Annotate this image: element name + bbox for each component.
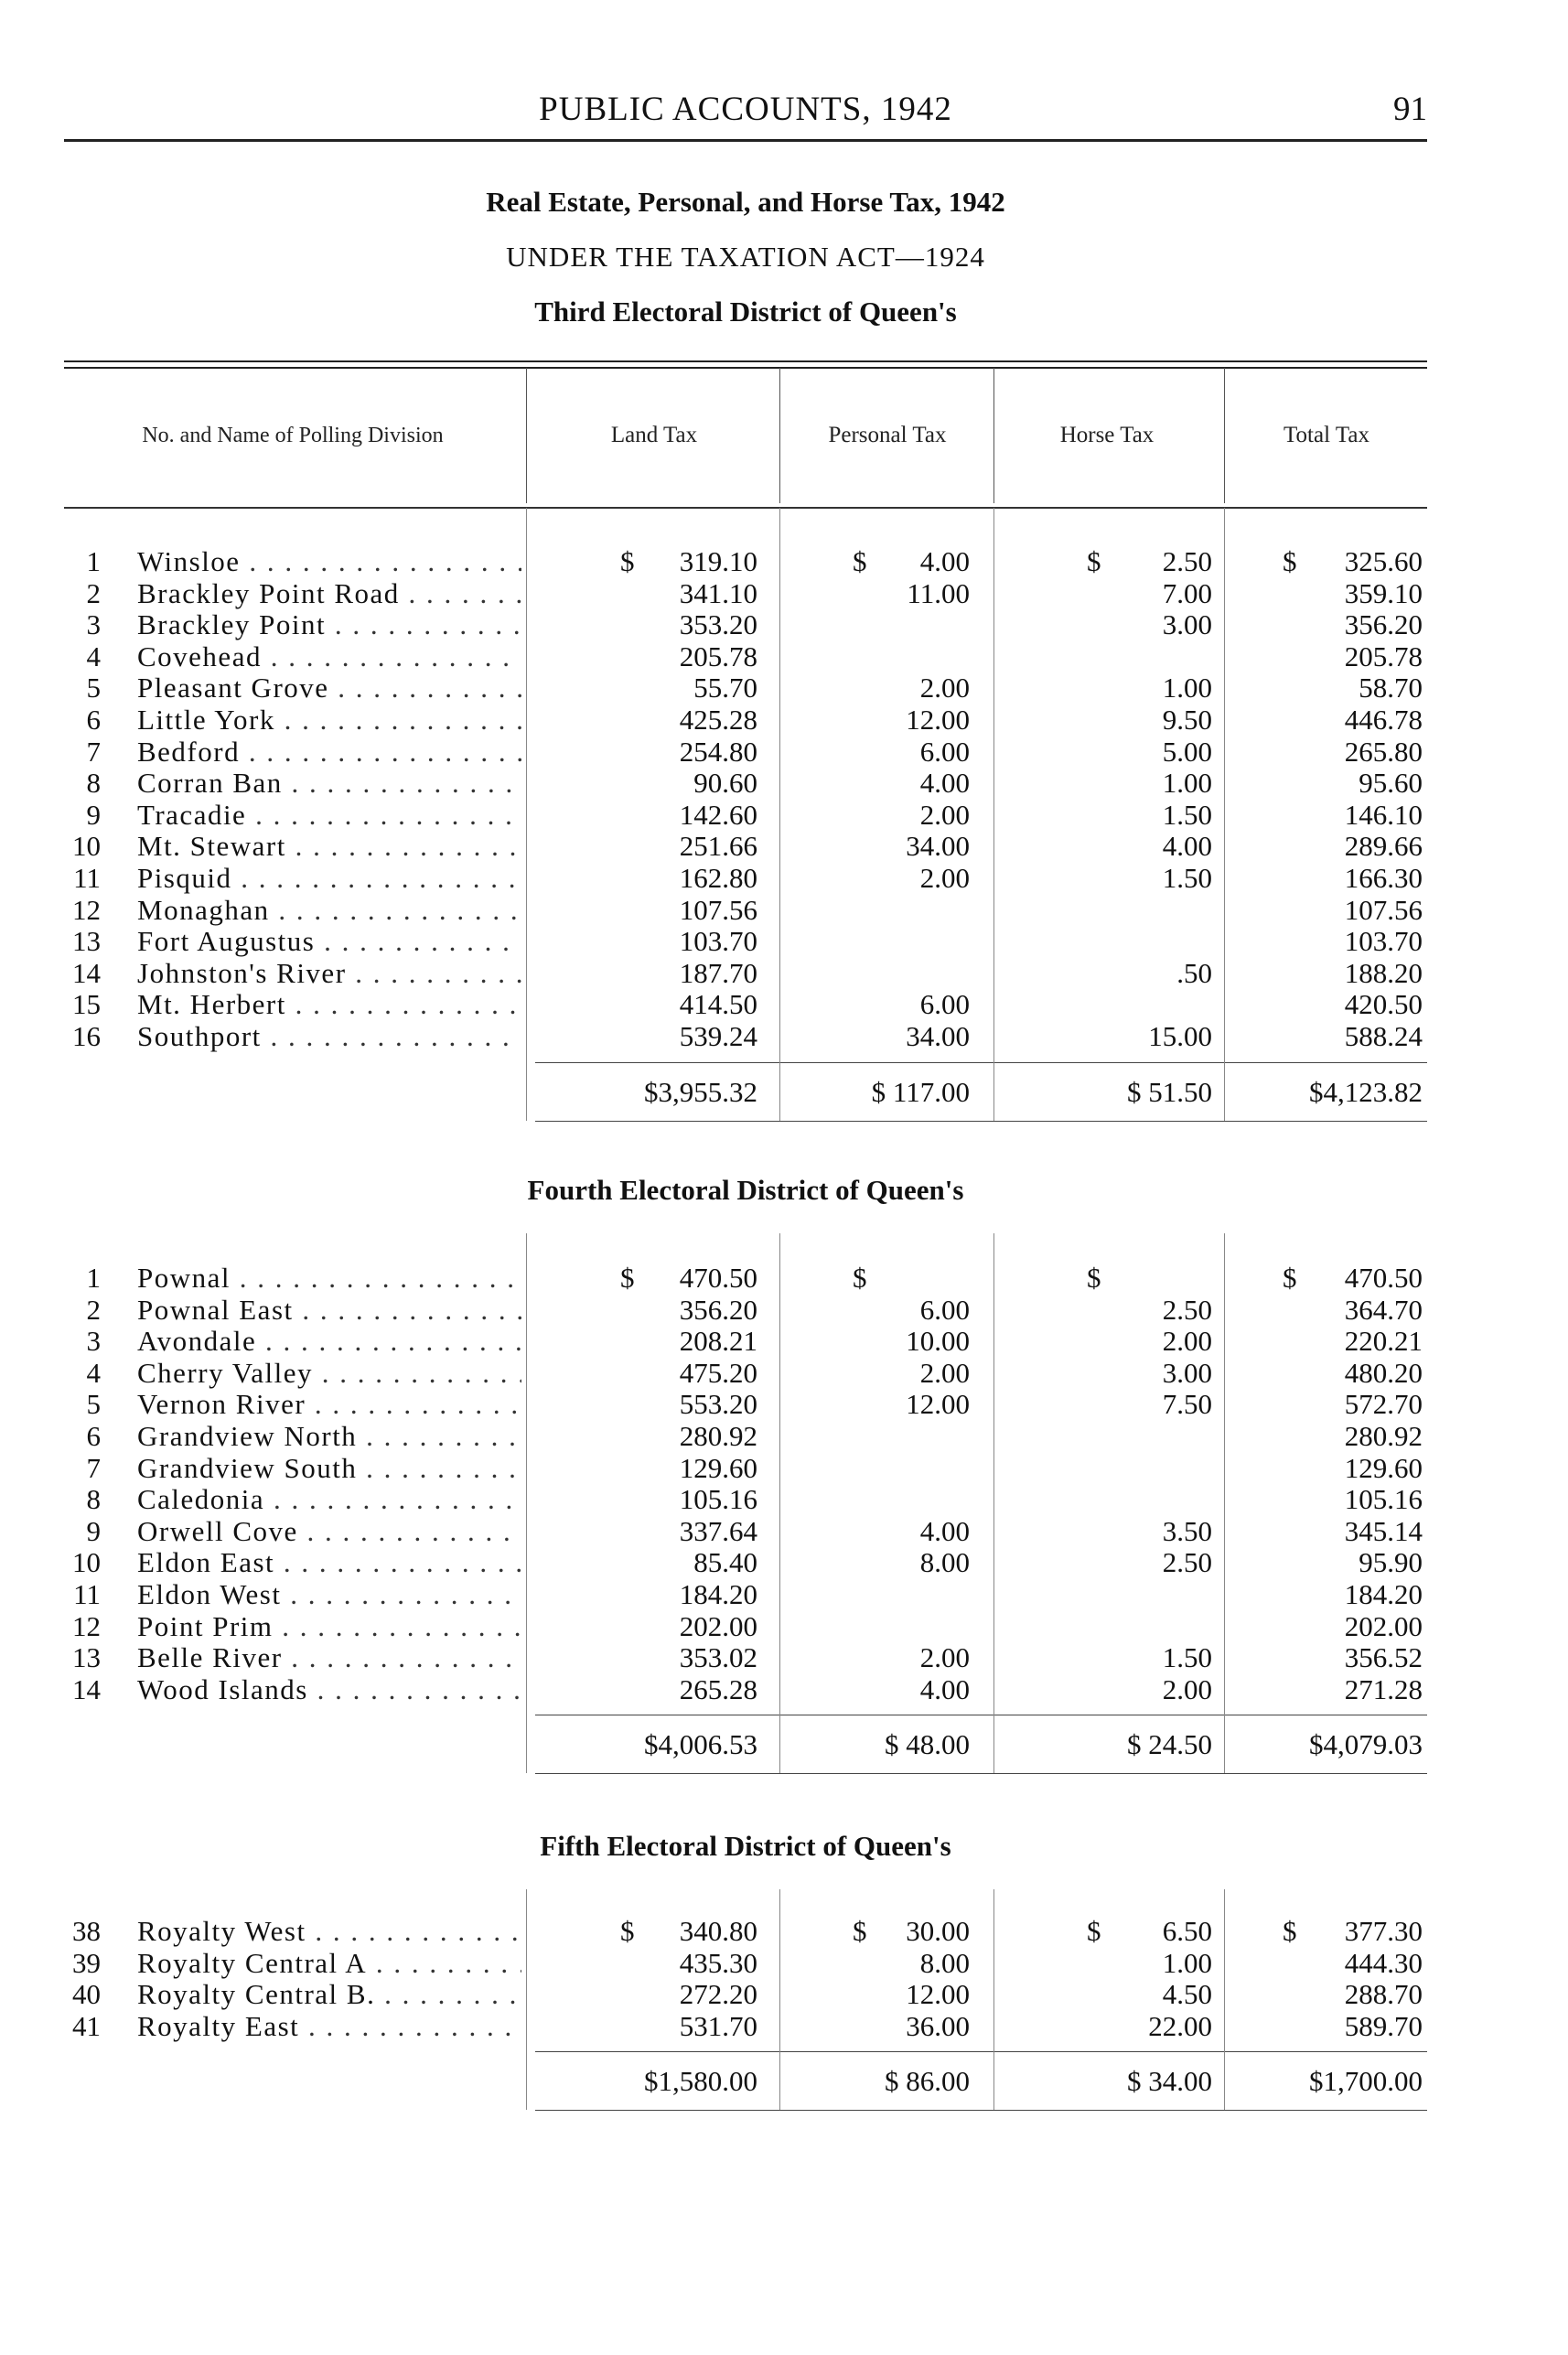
total-tax-dollar: $ — [1283, 545, 1297, 577]
division-number: 11 — [73, 862, 101, 894]
total-tax: 420.50 — [1344, 988, 1423, 1021]
column-divider — [779, 508, 780, 1121]
total-horse-tax: $ 51.50 — [1127, 1075, 1212, 1108]
horse-tax: 1.00 — [1162, 1946, 1212, 1979]
horse-tax: 2.00 — [1162, 1672, 1212, 1705]
horse-tax: 4.50 — [1162, 1978, 1212, 2011]
division-name: Johnston's River . . . — [137, 958, 521, 989]
division-number: 14 — [72, 1672, 101, 1705]
total-tax: 588.24 — [1344, 1020, 1423, 1052]
land-tax: 90.60 — [693, 767, 757, 800]
land-tax: 340.80 — [679, 1915, 757, 1947]
division-name: Brackley Point Road . . . — [137, 578, 521, 609]
land-tax: 105.16 — [679, 1483, 757, 1516]
division-name: Tracadie . . . — [137, 800, 521, 831]
page-number: 91 — [1393, 91, 1427, 128]
division-name: Pownal . . . — [137, 1263, 521, 1294]
total-tax: 364.70 — [1344, 1293, 1423, 1326]
table-row — [0, 1979, 1568, 2010]
column-divider — [526, 1889, 527, 2110]
table-row — [0, 1547, 1568, 1578]
total-tax: 289.66 — [1344, 830, 1423, 863]
division-number: 39 — [72, 1946, 101, 1979]
land-tax: 103.70 — [679, 925, 757, 958]
personal-tax-dollar: $ — [853, 1915, 867, 1947]
total-horse-tax: $ 34.00 — [1127, 2065, 1212, 2098]
table-row — [0, 1948, 1568, 1979]
division-number: 9 — [86, 798, 101, 831]
total-tax: 325.60 — [1344, 545, 1423, 577]
horse-tax: 9.50 — [1162, 704, 1212, 736]
subtotal-rule — [535, 1062, 1427, 1063]
column-header-personal-tax: Personal Tax — [828, 423, 947, 447]
land-tax: 425.28 — [679, 704, 757, 736]
column-header-division: No. and Name of Polling Division — [142, 424, 444, 447]
land-tax: 319.10 — [679, 545, 757, 577]
table-row — [0, 831, 1568, 862]
horse-tax: 1.00 — [1162, 767, 1212, 800]
division-number: 15 — [72, 988, 101, 1021]
table-row — [0, 958, 1568, 989]
land-tax: 475.20 — [679, 1356, 757, 1389]
table-row — [0, 1642, 1568, 1673]
division-number: 12 — [72, 893, 101, 926]
horse-tax: 2.50 — [1162, 1293, 1212, 1326]
grand-total-tax: $4,123.82 — [1309, 1075, 1423, 1108]
horse-tax: 3.50 — [1162, 1514, 1212, 1547]
land-tax: 341.10 — [679, 576, 757, 609]
total-tax: 129.60 — [1344, 1451, 1423, 1484]
personal-tax: 6.00 — [919, 988, 970, 1021]
personal-tax: 4.00 — [919, 767, 970, 800]
land-tax: 184.20 — [679, 1578, 757, 1610]
horse-tax: 5.00 — [1162, 735, 1212, 768]
act-heading: UNDER THE TAXATION ACT—1924 — [506, 241, 985, 273]
division-name: Southport . . . — [137, 1021, 521, 1052]
table-row — [0, 1484, 1568, 1515]
total-personal-tax: $ 48.00 — [885, 1728, 970, 1761]
personal-tax-dollar: $ — [853, 545, 867, 577]
horse-tax: 1.50 — [1162, 862, 1212, 894]
division-number: 4 — [86, 1356, 101, 1389]
division-number: 8 — [86, 767, 101, 800]
total-tax: 377.30 — [1344, 1915, 1423, 1947]
total-tax: 188.20 — [1344, 956, 1423, 989]
division-number: 4 — [86, 640, 101, 672]
personal-tax: 8.00 — [919, 1946, 970, 1979]
table-row — [0, 1516, 1568, 1547]
horse-tax: 4.00 — [1162, 830, 1212, 863]
column-divider — [526, 1233, 527, 1773]
header-bottom-rule — [64, 507, 1427, 509]
land-tax: 254.80 — [679, 735, 757, 768]
personal-tax: 6.00 — [919, 735, 970, 768]
totals-bottom-rule — [535, 2110, 1427, 2111]
division-name: Winsloe . . . — [137, 546, 521, 577]
table-row — [0, 1358, 1568, 1389]
division-number: 5 — [86, 1388, 101, 1421]
personal-tax: 12.00 — [906, 1978, 970, 2011]
column-divider — [993, 1889, 994, 2110]
total-tax: 184.20 — [1344, 1578, 1423, 1610]
land-tax: 85.40 — [693, 1546, 757, 1579]
division-number: 12 — [72, 1609, 101, 1642]
land-tax: 356.20 — [679, 1293, 757, 1326]
division-number: 9 — [86, 1514, 101, 1547]
total-tax-dollar: $ — [1283, 1262, 1297, 1294]
total-tax: 58.70 — [1359, 672, 1423, 704]
division-number: 2 — [86, 576, 101, 609]
table-row — [0, 672, 1568, 704]
land-tax: 162.80 — [679, 862, 757, 894]
personal-tax: 2.00 — [919, 798, 970, 831]
total-tax: 271.28 — [1344, 1672, 1423, 1705]
table-row — [0, 863, 1568, 894]
personal-tax: 2.00 — [919, 672, 970, 704]
table-row — [0, 1674, 1568, 1705]
total-tax: 359.10 — [1344, 576, 1423, 609]
grand-total-tax: $4,079.03 — [1309, 1728, 1423, 1761]
personal-tax: 30.00 — [906, 1915, 970, 1947]
total-tax: 470.50 — [1344, 1262, 1423, 1294]
personal-tax: 4.00 — [919, 1672, 970, 1705]
table-row — [0, 641, 1568, 672]
personal-tax: 10.00 — [906, 1325, 970, 1358]
division-name: Grandview North . . . — [137, 1421, 521, 1452]
table-row — [0, 704, 1568, 736]
header-rule — [64, 139, 1427, 142]
horse-tax: 6.50 — [1162, 1915, 1212, 1947]
section-heading-third: Third Electoral District of Queen's — [534, 296, 957, 328]
total-tax: 220.21 — [1344, 1325, 1423, 1358]
total-tax: 95.60 — [1359, 767, 1423, 800]
division-name: Monaghan . . . — [137, 895, 521, 926]
land-tax: 202.00 — [679, 1609, 757, 1642]
personal-tax: 34.00 — [906, 1020, 970, 1052]
page-title: PUBLIC ACCOUNTS, 1942 — [539, 91, 952, 128]
personal-tax: 4.00 — [919, 1514, 970, 1547]
total-tax: 280.92 — [1344, 1420, 1423, 1452]
land-tax: 539.24 — [679, 1020, 757, 1052]
division-number: 16 — [72, 1020, 101, 1052]
table-row — [0, 989, 1568, 1020]
division-name: Covehead . . . — [137, 641, 521, 672]
total-tax: 444.30 — [1344, 1946, 1423, 1979]
division-name: Little York . . . — [137, 704, 521, 736]
land-tax: 265.28 — [679, 1672, 757, 1705]
division-number: 10 — [72, 1546, 101, 1579]
division-name: Royalty Central A . . . — [137, 1948, 521, 1979]
table-row — [0, 1021, 1568, 1052]
division-name: Brackley Point . . . — [137, 609, 521, 640]
division-name: Royalty East . . . — [137, 2011, 521, 2042]
land-tax-dollar: $ — [620, 545, 635, 577]
total-tax: 572.70 — [1344, 1388, 1423, 1421]
division-number: 7 — [86, 735, 101, 768]
division-number: 11 — [73, 1578, 101, 1610]
totals-bottom-rule — [535, 1121, 1427, 1122]
column-divider — [1224, 1889, 1225, 2110]
table-row — [0, 2011, 1568, 2042]
total-land-tax: $4,006.53 — [644, 1728, 757, 1761]
total-personal-tax: $ 86.00 — [885, 2065, 970, 2098]
division-number: 6 — [86, 704, 101, 736]
division-number: 2 — [86, 1293, 101, 1326]
personal-tax-dollar: $ — [853, 1262, 867, 1294]
division-name: Mt. Stewart . . . — [137, 831, 521, 862]
section-heading-fifth: Fifth Electoral District of Queen's — [540, 1830, 951, 1862]
division-name: Fort Augustus . . . — [137, 926, 521, 957]
land-tax: 353.20 — [679, 608, 757, 641]
header-divider — [993, 368, 994, 503]
horse-tax-dollar: $ — [1087, 1262, 1101, 1294]
division-name: Avondale . . . — [137, 1326, 521, 1357]
table-row — [0, 1326, 1568, 1357]
personal-tax: 34.00 — [906, 830, 970, 863]
total-tax: 105.16 — [1344, 1483, 1423, 1516]
total-tax: 480.20 — [1344, 1356, 1423, 1389]
personal-tax: 8.00 — [919, 1546, 970, 1579]
table-row — [0, 1421, 1568, 1452]
header-divider — [779, 368, 780, 503]
land-tax: 435.30 — [679, 1946, 757, 1979]
total-tax: 589.70 — [1344, 2009, 1423, 2042]
personal-tax: 6.00 — [919, 1293, 970, 1326]
header-divider — [526, 368, 527, 503]
horse-tax: 7.00 — [1162, 576, 1212, 609]
horse-tax: 15.00 — [1148, 1020, 1212, 1052]
division-number: 40 — [72, 1978, 101, 2011]
total-tax: 265.80 — [1344, 735, 1423, 768]
table-row — [0, 1263, 1568, 1294]
division-name: Royalty Central B. . . . — [137, 1979, 521, 2010]
header-divider — [1224, 368, 1225, 503]
division-number: 10 — [72, 830, 101, 863]
land-tax: 129.60 — [679, 1451, 757, 1484]
horse-tax-dollar: $ — [1087, 1915, 1101, 1947]
table-row — [0, 1579, 1568, 1610]
total-tax: 166.30 — [1344, 862, 1423, 894]
division-name: Orwell Cove . . . — [137, 1516, 521, 1547]
personal-tax: 36.00 — [906, 2009, 970, 2042]
column-header-total-tax: Total Tax — [1283, 423, 1369, 447]
total-tax-dollar: $ — [1283, 1915, 1297, 1947]
horse-tax: 2.50 — [1162, 1546, 1212, 1579]
horse-tax: 1.50 — [1162, 1641, 1212, 1674]
division-number: 1 — [86, 545, 101, 577]
land-tax: 142.60 — [679, 798, 757, 831]
totals-row — [0, 2066, 1568, 2097]
division-number: 5 — [86, 672, 101, 704]
division-name: Caledonia . . . — [137, 1484, 521, 1515]
total-tax: 288.70 — [1344, 1978, 1423, 2011]
division-number: 41 — [72, 2009, 101, 2042]
division-name: Mt. Herbert . . . — [137, 989, 521, 1020]
division-name: Grandview South . . . — [137, 1453, 521, 1484]
total-land-tax: $1,580.00 — [644, 2065, 757, 2098]
total-tax: 356.52 — [1344, 1641, 1423, 1674]
division-name: Point Prim . . . — [137, 1611, 521, 1642]
land-tax: 55.70 — [693, 672, 757, 704]
personal-tax: 2.00 — [919, 862, 970, 894]
division-name: Royalty West . . . — [137, 1916, 521, 1947]
total-tax: 146.10 — [1344, 798, 1423, 831]
total-tax: 202.00 — [1344, 1609, 1423, 1642]
division-number: 1 — [86, 1262, 101, 1294]
horse-tax: 7.50 — [1162, 1388, 1212, 1421]
table-row — [0, 1453, 1568, 1484]
division-name: Bedford . . . — [137, 737, 521, 768]
land-tax: 470.50 — [679, 1262, 757, 1294]
table-row — [0, 1916, 1568, 1947]
personal-tax: 2.00 — [919, 1356, 970, 1389]
section-heading-fourth: Fourth Electoral District of Queen's — [527, 1174, 964, 1206]
land-tax: 187.70 — [679, 956, 757, 989]
land-tax: 272.20 — [679, 1978, 757, 2011]
total-tax: 356.20 — [1344, 608, 1423, 641]
division-number: 38 — [72, 1915, 101, 1947]
subtotal-rule — [535, 2051, 1427, 2052]
column-divider — [1224, 508, 1225, 1121]
division-number: 14 — [72, 956, 101, 989]
column-divider — [1224, 1233, 1225, 1773]
column-divider — [779, 1889, 780, 2110]
column-divider — [993, 1233, 994, 1773]
main-heading: Real Estate, Personal, and Horse Tax, 1942 — [486, 186, 1005, 218]
table-row — [0, 546, 1568, 577]
totals-row — [0, 1077, 1568, 1108]
column-divider — [526, 508, 527, 1121]
horse-tax-dollar: $ — [1087, 545, 1101, 577]
personal-tax: 2.00 — [919, 1641, 970, 1674]
total-land-tax: $3,955.32 — [644, 1075, 757, 1108]
table-row — [0, 1389, 1568, 1420]
division-number: 6 — [86, 1420, 101, 1452]
land-tax-dollar: $ — [620, 1915, 635, 1947]
land-tax: 353.02 — [679, 1641, 757, 1674]
table-row — [0, 768, 1568, 799]
division-number: 3 — [86, 608, 101, 641]
division-name: Eldon East . . . — [137, 1547, 521, 1578]
total-tax: 446.78 — [1344, 704, 1423, 736]
division-number: 8 — [86, 1483, 101, 1516]
table-row — [0, 895, 1568, 926]
division-name: Eldon West . . . — [137, 1579, 521, 1610]
division-name: Pleasant Grove . . . — [137, 672, 521, 704]
horse-tax: 1.00 — [1162, 672, 1212, 704]
division-name: Corran Ban . . . — [137, 768, 521, 799]
table-row — [0, 926, 1568, 957]
division-name: Cherry Valley . . . — [137, 1358, 521, 1389]
horse-tax: 3.00 — [1162, 1356, 1212, 1389]
total-tax: 95.90 — [1359, 1546, 1423, 1579]
total-tax: 345.14 — [1344, 1514, 1423, 1547]
land-tax: 553.20 — [679, 1388, 757, 1421]
division-name: Pownal East . . . — [137, 1295, 521, 1326]
land-tax: 414.50 — [679, 988, 757, 1021]
column-divider — [993, 508, 994, 1121]
personal-tax: 12.00 — [906, 704, 970, 736]
personal-tax: 4.00 — [919, 545, 970, 577]
total-horse-tax: $ 24.50 — [1127, 1728, 1212, 1761]
division-name: Pisquid . . . — [137, 863, 521, 894]
division-name: Belle River . . . — [137, 1642, 521, 1673]
horse-tax: 1.50 — [1162, 798, 1212, 831]
division-name: Vernon River . . . — [137, 1389, 521, 1420]
division-name: Wood Islands . . . — [137, 1674, 521, 1705]
land-tax: 337.64 — [679, 1514, 757, 1547]
land-tax: 107.56 — [679, 893, 757, 926]
land-tax: 531.70 — [679, 2009, 757, 2042]
total-tax: 205.78 — [1344, 640, 1423, 672]
division-number: 3 — [86, 1325, 101, 1358]
land-tax: 208.21 — [679, 1325, 757, 1358]
grand-total-tax: $1,700.00 — [1309, 2065, 1423, 2098]
column-header-horse-tax: Horse Tax — [1059, 423, 1155, 447]
totals-bottom-rule — [535, 1773, 1427, 1774]
personal-tax: 12.00 — [906, 1388, 970, 1421]
personal-tax: 11.00 — [907, 576, 970, 609]
division-number: 7 — [86, 1451, 101, 1484]
column-header-land-tax: Land Tax — [610, 423, 698, 447]
total-tax: 107.56 — [1344, 893, 1423, 926]
land-tax: 251.66 — [679, 830, 757, 863]
total-tax: 103.70 — [1344, 925, 1423, 958]
division-number: 13 — [72, 1641, 101, 1674]
table-row — [0, 1295, 1568, 1326]
table-row — [0, 578, 1568, 609]
horse-tax: 2.00 — [1162, 1325, 1212, 1358]
table-row — [0, 737, 1568, 768]
table-row — [0, 609, 1568, 640]
running-head — [64, 84, 1427, 139]
horse-tax: .50 — [1176, 956, 1212, 989]
horse-tax: 2.50 — [1162, 545, 1212, 577]
division-number: 13 — [72, 925, 101, 958]
land-tax: 280.92 — [679, 1420, 757, 1452]
table-row — [0, 1611, 1568, 1642]
total-personal-tax: $ 117.00 — [871, 1075, 970, 1108]
totals-row — [0, 1729, 1568, 1760]
horse-tax: 22.00 — [1148, 2009, 1212, 2042]
table-row — [0, 800, 1568, 831]
land-tax: 205.78 — [679, 640, 757, 672]
column-divider — [779, 1233, 780, 1773]
horse-tax: 3.00 — [1162, 608, 1212, 641]
land-tax-dollar: $ — [620, 1262, 635, 1294]
